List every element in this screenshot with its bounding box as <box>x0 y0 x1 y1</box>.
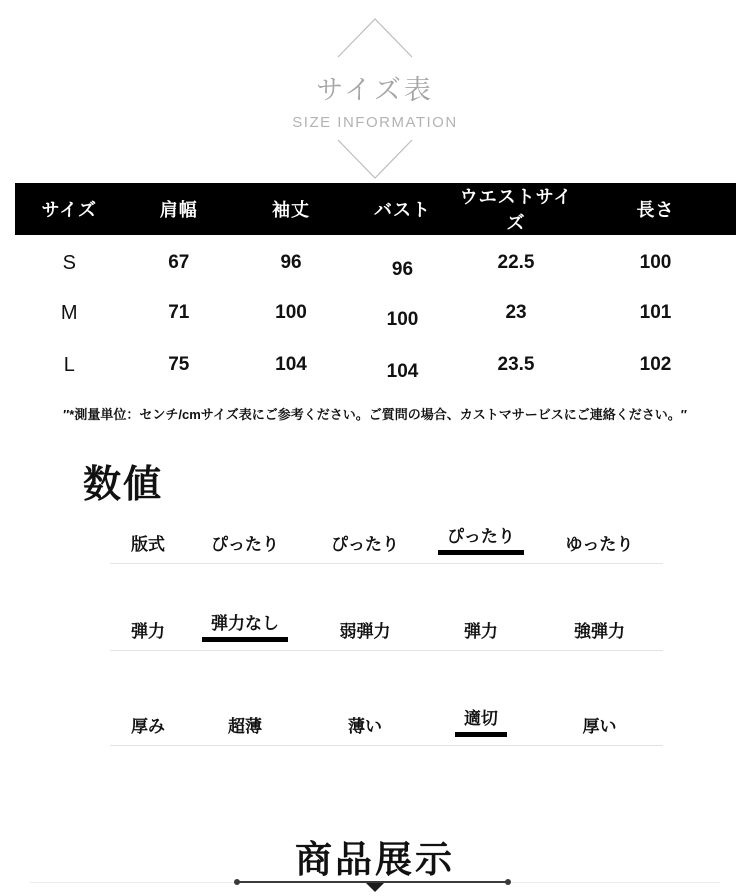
value-cell: 102 <box>639 354 672 375</box>
value-cell: 67 <box>168 252 190 273</box>
column-header-length: 長さ <box>575 183 736 235</box>
size-table <box>15 183 736 391</box>
size-cell: L <box>63 353 75 376</box>
chevron-down-icon <box>337 139 413 179</box>
spec-row-elasticity <box>110 563 663 650</box>
spec-row-thickness <box>110 650 663 745</box>
table-row-s <box>15 235 736 287</box>
size-cell: M <box>60 301 78 324</box>
value-cell: 100 <box>386 309 419 330</box>
size-chart-title-jp: サイズ表 <box>316 75 434 105</box>
column-header-waist: ウエストサイズ <box>457 183 575 235</box>
spec-option: 強弾力 <box>536 563 663 650</box>
column-header-bust: バスト <box>348 183 457 235</box>
spec-option: 弾力 <box>426 563 536 650</box>
column-header-sleeve: 袖丈 <box>234 183 348 235</box>
size-table-header-row <box>15 183 736 235</box>
spec-row-label: 厚み <box>110 650 186 745</box>
value-cell: 23.5 <box>497 354 535 375</box>
spec-option: 超薄 <box>186 650 304 745</box>
size-info-ornament <box>0 18 750 179</box>
spec-option: ゆったり <box>536 517 663 563</box>
spec-option: 薄い <box>304 650 426 745</box>
spec-option: ぴったり <box>304 517 426 563</box>
table-row-m <box>15 287 736 339</box>
value-cell: 71 <box>168 302 190 323</box>
spec-row-label: 版式 <box>110 517 186 563</box>
spec-option-selected: 適切 <box>426 650 536 745</box>
value-cell: 23 <box>505 302 527 323</box>
value-cell: 75 <box>168 354 190 375</box>
spec-option: ぴったり <box>186 517 304 563</box>
product-display-title: 商品展示 <box>295 839 455 880</box>
value-cell: 100 <box>275 302 307 323</box>
spec-option-selected: 弾力なし <box>186 563 304 650</box>
spec-table <box>110 517 663 746</box>
table-row-l <box>15 339 736 391</box>
triangle-down-icon <box>366 883 384 892</box>
column-header-shoulder: 肩幅 <box>124 183 235 235</box>
value-cell: 104 <box>275 354 307 375</box>
spec-section-title: 数値 <box>83 464 164 506</box>
spec-option: 弱弾力 <box>304 563 426 650</box>
spec-option-selected: ぴったり <box>426 517 536 563</box>
value-cell: 100 <box>639 252 672 273</box>
value-cell: 96 <box>280 252 302 273</box>
value-cell: 96 <box>391 259 414 280</box>
value-cell: 104 <box>386 361 419 382</box>
value-cell: 22.5 <box>497 252 535 273</box>
column-header-size: サイズ <box>15 183 124 235</box>
measurement-note: ″*測量単位：センチ/cmサイズ表にご参考ください。ご質問の場合、カストマサービスにご連絡ください。″ <box>63 407 687 422</box>
size-chart-title-en: SIZE INFORMATION <box>292 114 458 131</box>
value-cell: 101 <box>639 302 672 323</box>
spec-row-label: 弾力 <box>110 563 186 650</box>
size-cell: S <box>62 251 76 274</box>
footer-divider <box>0 881 750 893</box>
spec-row-fit <box>110 517 663 563</box>
chevron-up-icon <box>337 18 413 58</box>
spec-option: 厚い <box>536 650 663 745</box>
